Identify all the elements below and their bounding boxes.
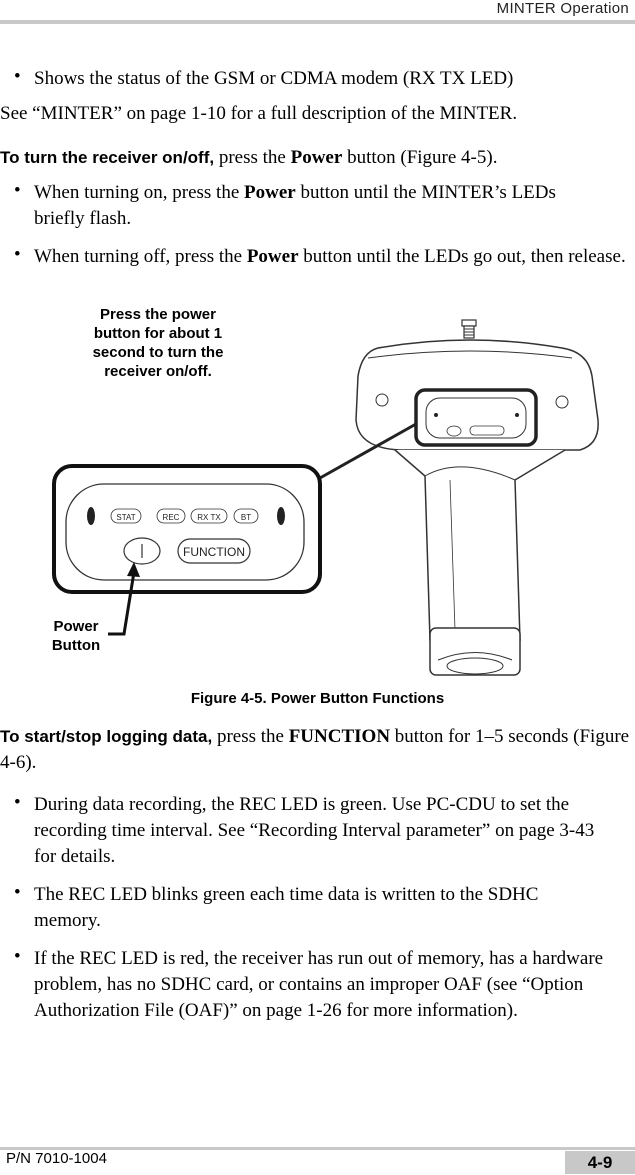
modem-status-bullet: Shows the status of the GSM or CDMA modem (RX TX LED) bbox=[34, 68, 514, 89]
turn-off-bullet: When turning off, press the Power button until the LEDs go out, then release. bbox=[34, 246, 626, 267]
bullet-dot: • bbox=[14, 180, 21, 201]
bullet-dot: • bbox=[14, 244, 21, 265]
running-header: MINTER Operation bbox=[496, 0, 629, 17]
left-led bbox=[87, 507, 95, 525]
rec-red-bullet: If the REC LED is red, the receiver has run out of memory, has a hardware problem, has no SDHC card, or contains an improper OAF (see “Option Authorization File (OAF)” on page 1-26 for more information). bbox=[34, 948, 604, 1021]
bullet-dot: • bbox=[14, 792, 21, 813]
part-number: P/N 7010-1004 bbox=[6, 1150, 107, 1167]
figure-caption: Figure 4-5. Power Button Functions bbox=[190, 690, 445, 707]
header-rule bbox=[0, 20, 635, 24]
right-led bbox=[277, 507, 285, 525]
bullet-dot: • bbox=[14, 882, 21, 903]
turn-on-bullet: When turning on, press the Power button until the MINTER’s LEDs briefly flash. bbox=[34, 182, 556, 229]
bullet-dot: • bbox=[14, 946, 21, 967]
function-button-label: FUNCTION bbox=[183, 545, 245, 559]
antenna-connector bbox=[462, 320, 476, 338]
page-number: 4-9 bbox=[565, 1151, 635, 1174]
power-instruction-paragraph: To turn the receiver on/off, press the Power button (Figure 4-5). bbox=[0, 147, 498, 168]
led-label: BT bbox=[240, 513, 252, 522]
led-label: REC bbox=[162, 513, 180, 522]
logging-instruction-paragraph: To start/stop logging data, press the FUNCTION button for 1–5 seconds (Figure 4-6). bbox=[0, 726, 630, 773]
bullet-dot: • bbox=[14, 66, 21, 87]
power-panel-closeup bbox=[54, 466, 320, 592]
recording-bullet: During data recording, the REC LED is green. Use PC-CDU to set the recording time interval. See “Recording Interval parameter” on page 3-43 for details. bbox=[34, 794, 595, 867]
led-label: STAT bbox=[116, 513, 136, 522]
rec-blink-bullet: The REC LED blinks green each time data is written to the SDHC memory. bbox=[34, 884, 539, 931]
callout-text: Press the power button for about 1 second to turn the receiver on/off. bbox=[92, 306, 224, 380]
led-label: RX TX bbox=[197, 513, 221, 522]
minter-reference-paragraph: See “MINTER” on page 1-10 for a full description of the MINTER. bbox=[0, 103, 518, 124]
power-button-label: Power Button bbox=[51, 618, 101, 654]
